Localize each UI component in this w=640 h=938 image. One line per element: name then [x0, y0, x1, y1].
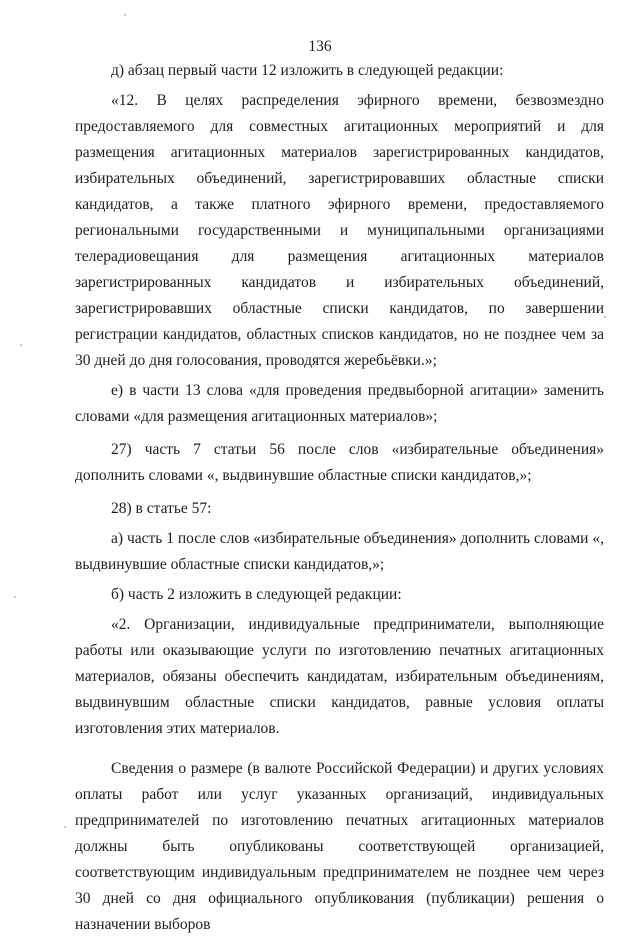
scan-speck	[604, 316, 606, 318]
paragraph-d-amendment: д) абзац первый части 12 изложить в следующей редакции:	[111, 62, 504, 79]
paragraph-part-2-text: «2. Организации, индивидуальные предприниматели, выполняющие работы или оказывающие услуги по изготовлению печатных агитационных материалов, обязаны обеспечить кандидатам, избирательным объединениям, выдвинувшим областные списки кандидатов, равные условия оплаты изготовления этих материалов.	[75, 616, 604, 737]
paragraph-a-amendment: а) часть 1 после слов «избирательные объединения» дополнить словами «, выдвинувшие областные списки кандидатов,»;	[75, 530, 604, 573]
paragraph-payment-info: Сведения о размере (в валюте Российской Федерации) и других условиях оплаты работ или услуг указанных организаций, индивидуальных предпринимателей по изготовлению печатных агитационных материалов должны быть опубликованы соответствующей организацией, соответствующим индивидуальным предпринимателем не позднее чем через 30 дней со дня официального опубликования (публикации) решения о назначении выборов	[75, 760, 604, 933]
paragraph-b-amendment: б) часть 2 изложить в следующей редакции:	[111, 586, 402, 603]
scan-speck	[20, 344, 22, 346]
document-body	[75, 58, 604, 938]
scan-speck	[14, 596, 16, 598]
page-number: 136	[308, 38, 332, 55]
paragraph-item-28: 28) в статье 57:	[111, 500, 212, 517]
paragraph-part-12-text: «12. В целях распределения эфирного времени, безвозмездно предоставляемого для совместных агитационных мероприятий и для размещения агитационных материалов зарегистрированных кандидатов, избирательных объединений, зарегистрировавших областные списки кандидатов, а также платного эфирного времени, предоставляемого региональными государственными и муниципальными организациями телерадиовещания для размещения агитационных материалов зарегистрированных кандидатов и избирательных объединений, зарегистрировавших областные списки кандидатов, по завершении регистрации кандидатов, областных списков кандидатов, но не позднее чем за 30 дней до дня голосования, проводятся жеребьёвки.»;	[75, 92, 604, 369]
paragraph-item-27: 27) часть 7 статьи 56 после слов «избирательные объединения» дополнить словами «, выдвинувшие областные списки кандидатов,»;	[75, 441, 604, 484]
scan-speck	[124, 14, 126, 16]
scan-speck	[64, 826, 66, 828]
paragraph-e-amendment: е) в части 13 слова «для проведения предвыборной агитации» заменить словами «для размещения агитационных материалов»;	[75, 382, 604, 425]
